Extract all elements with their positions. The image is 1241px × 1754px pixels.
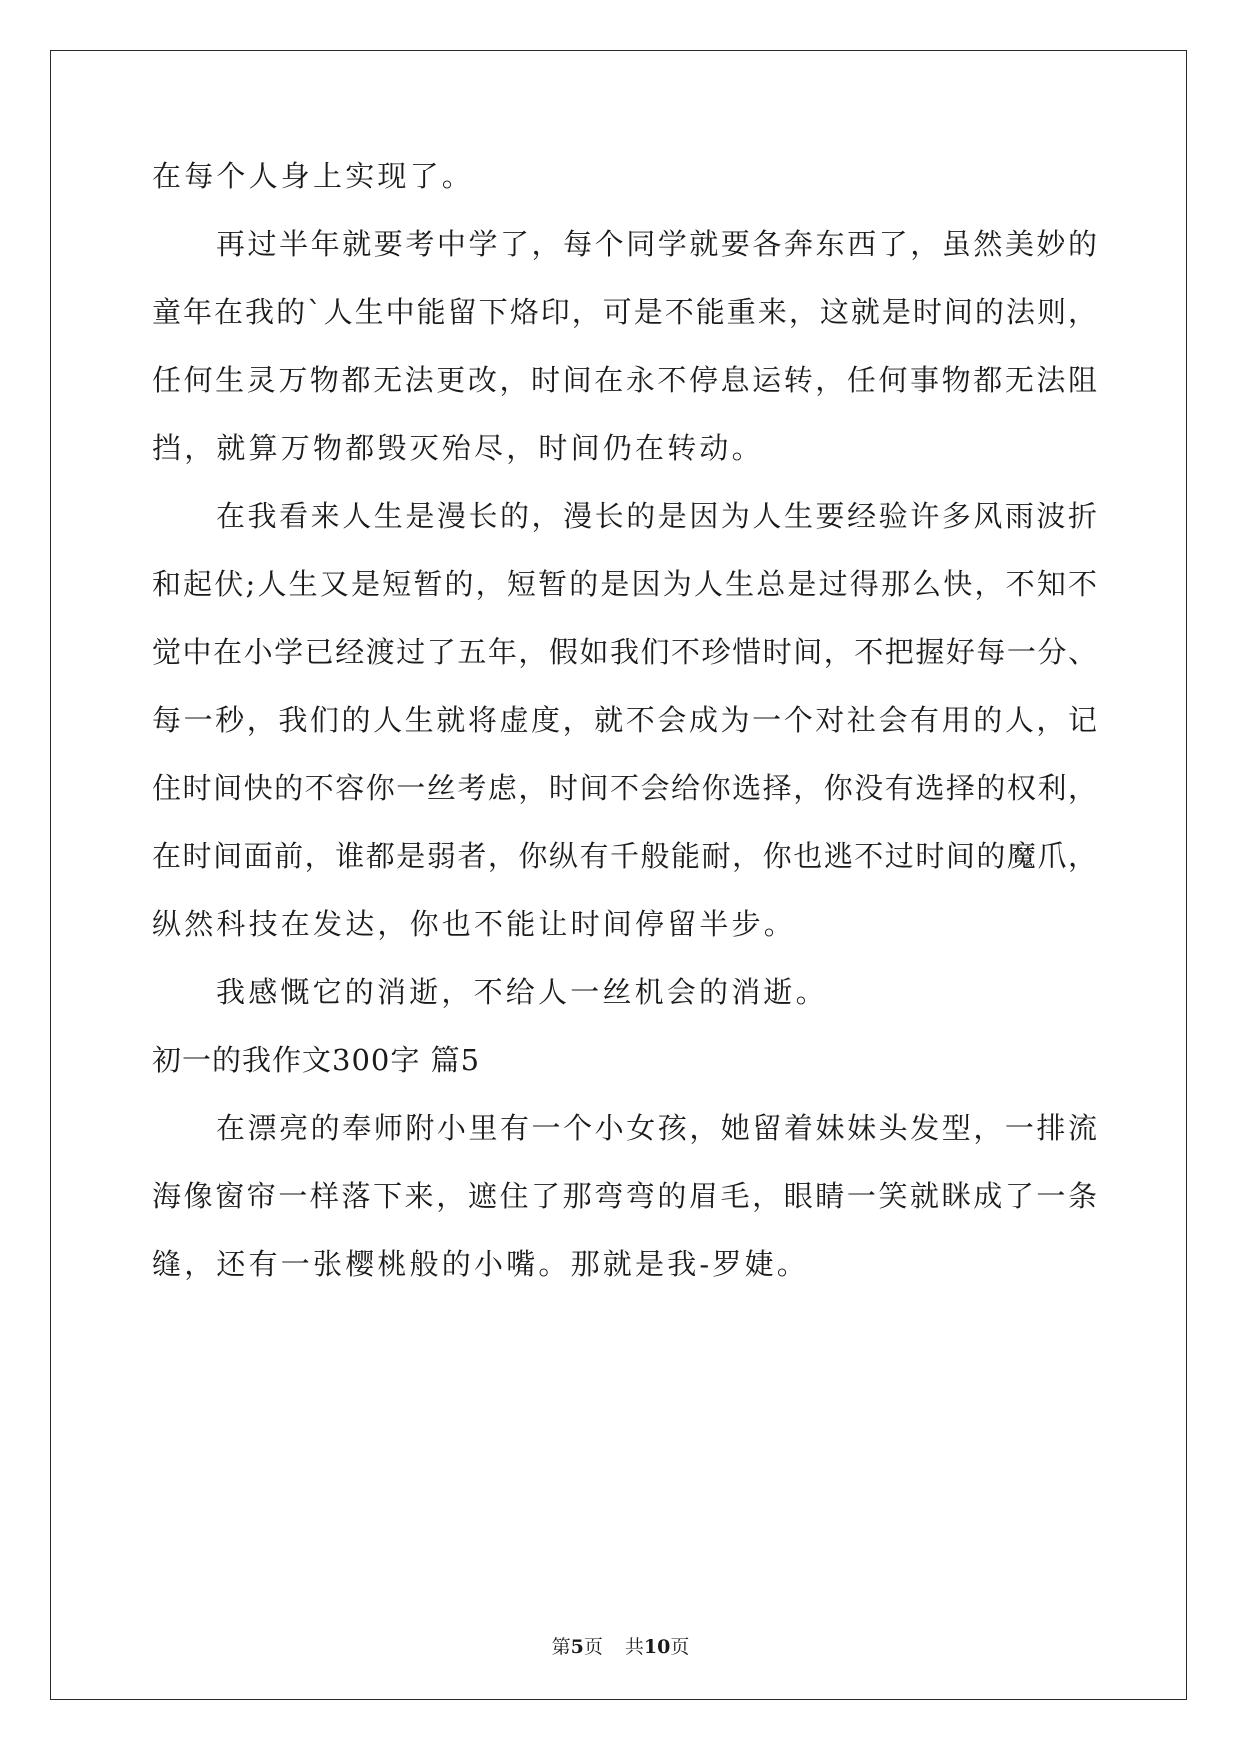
- text-line: 觉中在小学已经渡过了五年，假如我们不珍惜时间，不把握好每一分、: [152, 635, 1097, 669]
- text-line: 任何生灵万物都无法更改，时间在永不停息运转，任何事物都无法阻: [152, 363, 1097, 397]
- current-page-number: 5: [570, 1636, 584, 1658]
- text-line: 挡，就算万物都毁灭殆尽，时间仍在转动。: [152, 431, 764, 465]
- page-suffix: 页: [583, 1636, 603, 1658]
- text-line: 在时间面前，谁都是弱者，你纵有千般能耐，你也逃不过时间的魔爪，: [152, 839, 1097, 873]
- text-line: 在我看来人生是漫长的，漫长的是因为人生要经验许多风雨波折: [216, 499, 1097, 533]
- text-line: 住时间快的不容你一丝考虑，时间不会给你选择，你没有选择的权利，: [152, 771, 1097, 805]
- text-line: 每一秒，我们的人生就将虚度，就不会成为一个对社会有用的人，记: [152, 703, 1097, 737]
- page-footer: [0, 1635, 1241, 1659]
- section-heading: 初一的我作文300字 篇5: [152, 1043, 481, 1077]
- text-line: 纵然科技在发达，你也不能让时间停留半步。: [152, 907, 797, 941]
- text-line: 在每个人身上实现了。: [152, 159, 475, 193]
- text-line: 童年在我的`人生中能留下烙印，可是不能重来，这就是时间的法则，: [152, 295, 1097, 329]
- page-prefix: 第: [551, 1636, 571, 1658]
- text-line: 海像窗帘一样落下来，遮住了那弯弯的眉毛，眼睛一笑就眯成了一条: [152, 1179, 1097, 1213]
- text-line: 再过半年就要考中学了，每个同学就要各奔东西了，虽然美妙的: [216, 227, 1097, 261]
- document-body: [152, 142, 1097, 1298]
- text-line: 我感慨它的消逝，不给人一丝机会的消逝。: [216, 975, 828, 1009]
- text-line: 在漂亮的奉师附小里有一个小女孩，她留着妹妹头发型，一排流: [216, 1111, 1097, 1145]
- total-suffix: 页: [670, 1636, 690, 1658]
- total-page-number: 10: [643, 1636, 671, 1658]
- text-line: 和起伏;人生又是短暂的，短暂的是因为人生总是过得那么快，不知不: [152, 567, 1097, 601]
- text-line: 缝，还有一张樱桃般的小嘴。那就是我-罗婕。: [152, 1247, 809, 1281]
- total-prefix: 共: [624, 1636, 644, 1658]
